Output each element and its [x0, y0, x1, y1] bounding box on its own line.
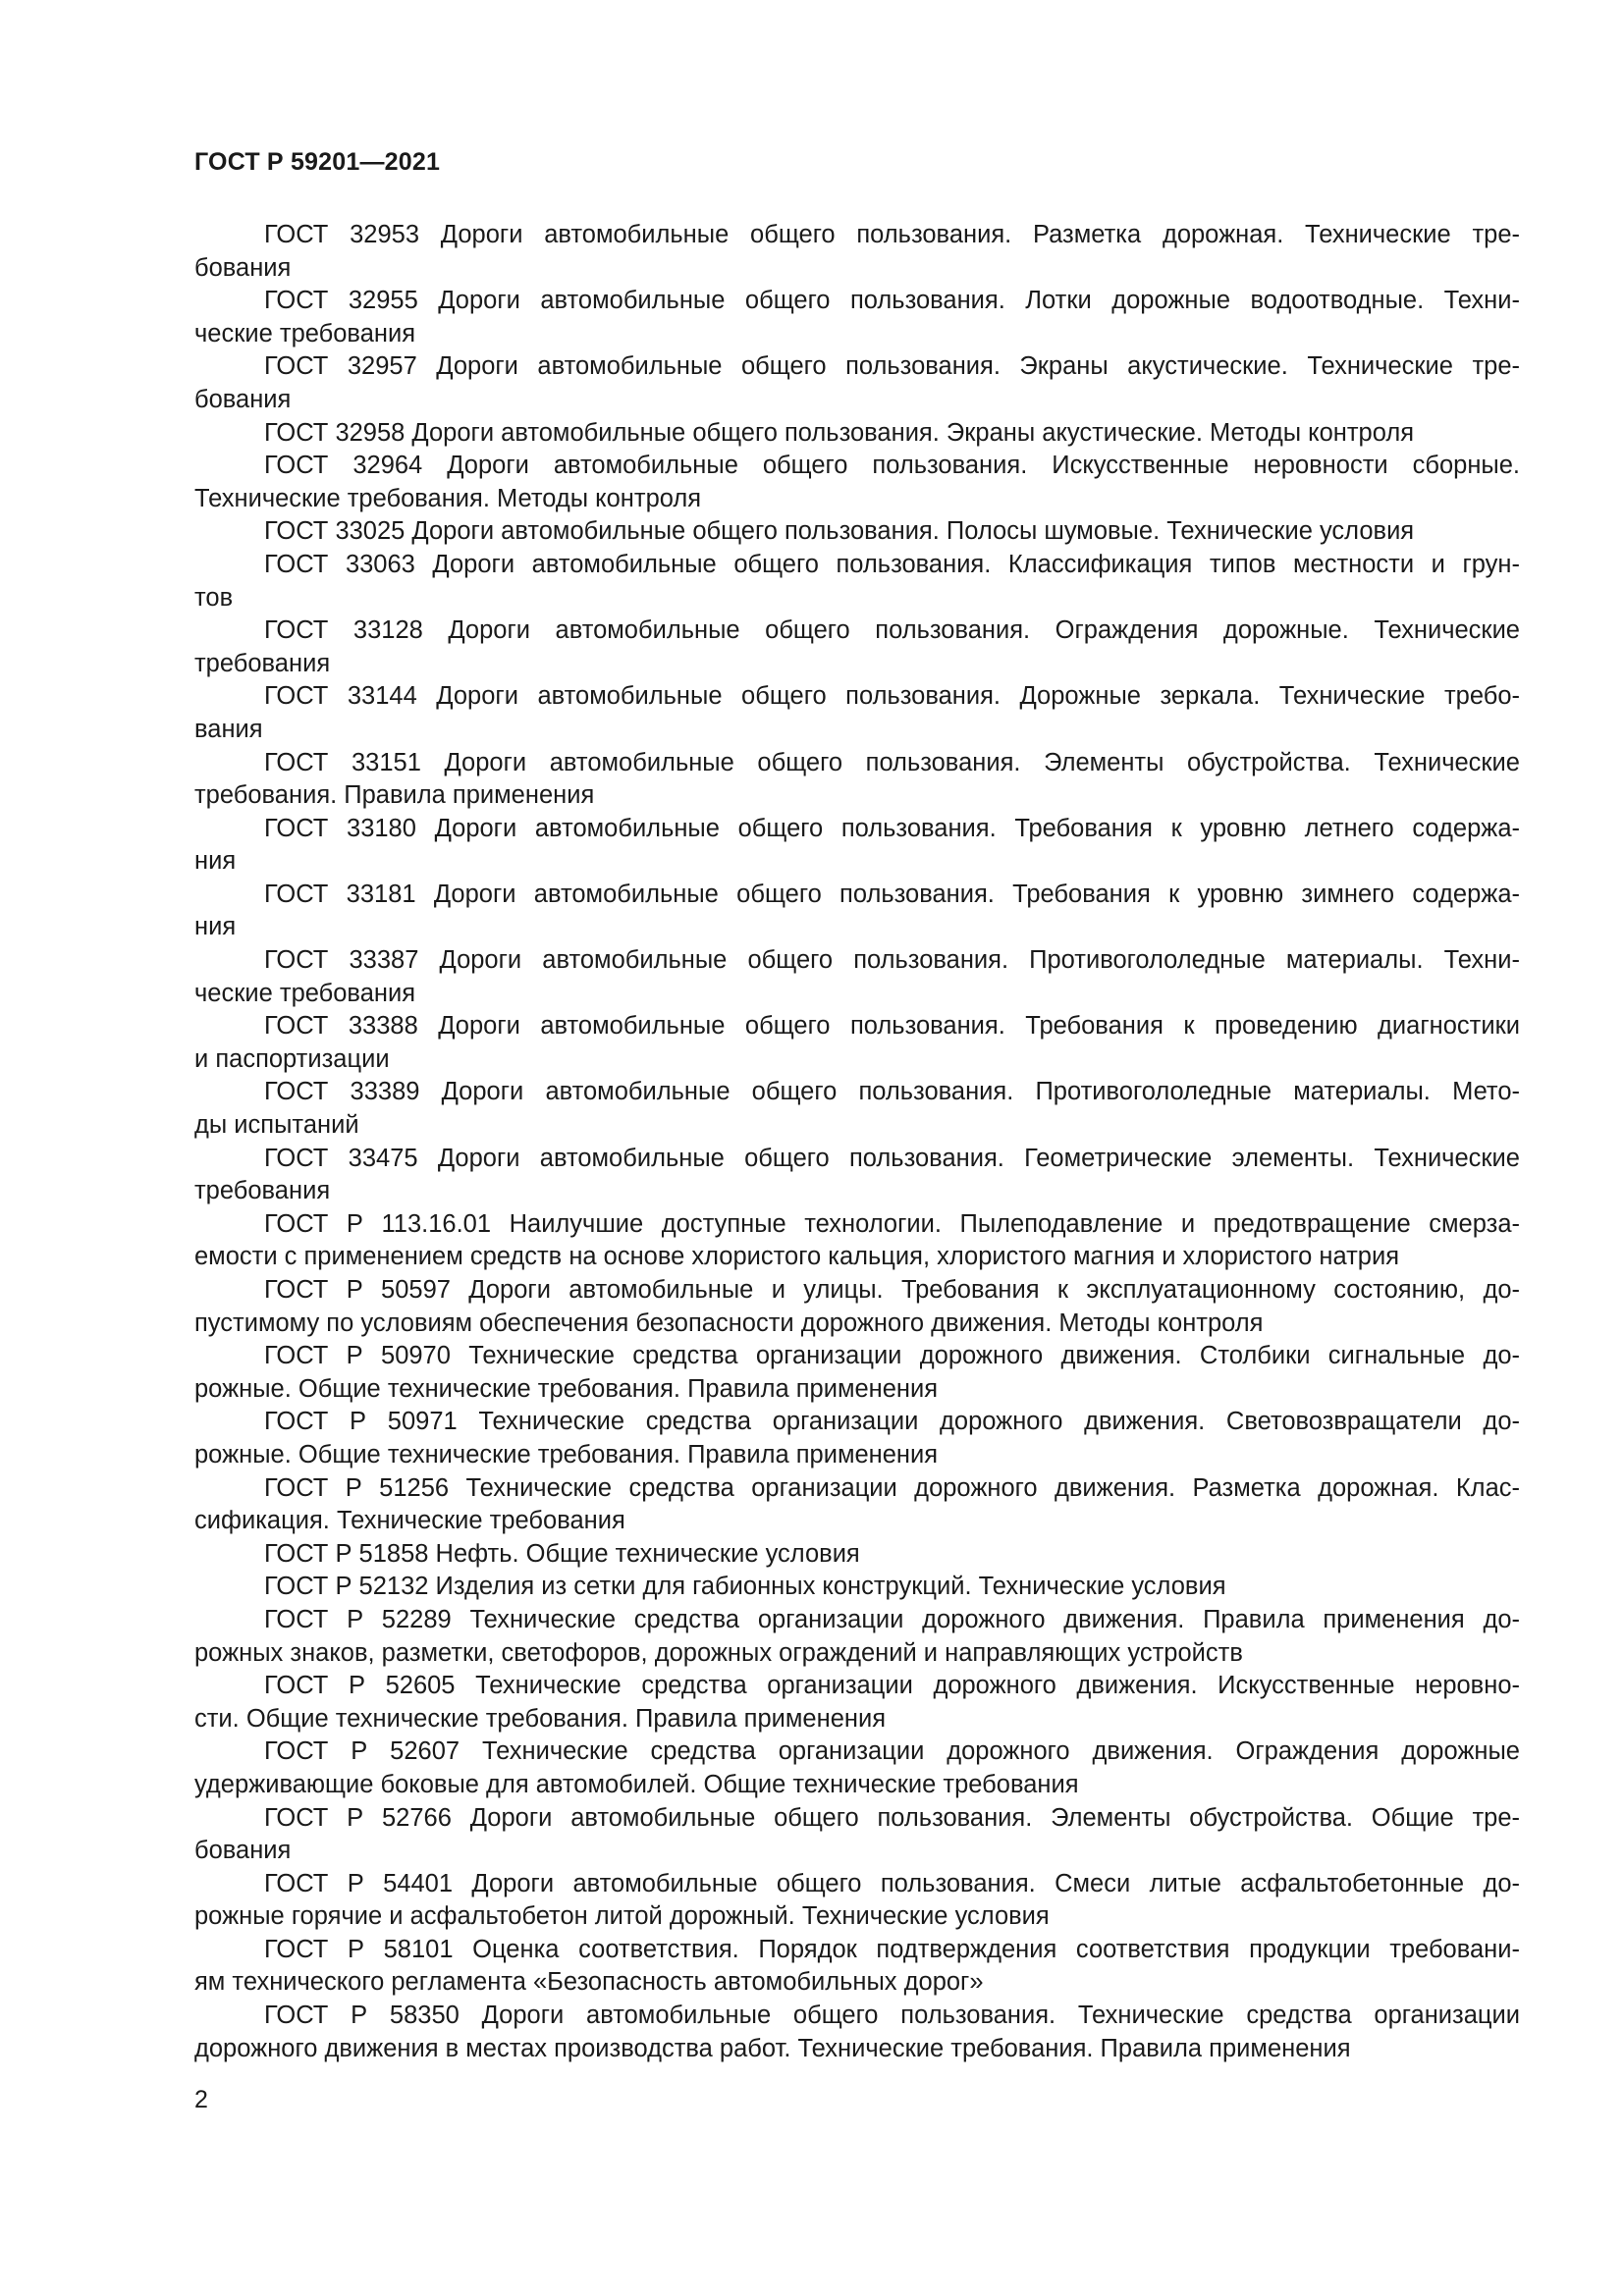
reference-line: ГОСТ 33151 Дороги автомобильные общего пользования. Элементы обустройства. Технические — [264, 748, 1520, 776]
reference-entry — [194, 285, 1520, 350]
reference-entry — [194, 944, 1520, 1010]
reference-line: ды испытаний — [194, 1111, 359, 1140]
reference-line: сификация. Технические требования — [194, 1507, 625, 1535]
reference-line: ГОСТ 33144 Дороги автомобильные общего пользования. Дорожные зеркала. Технические требо- — [264, 682, 1520, 711]
reference-entry — [194, 1406, 1520, 1471]
reference-line: ГОСТ Р 51858 Нефть. Общие технические условия — [264, 1539, 860, 1568]
reference-line: ГОСТ 33475 Дороги автомобильные общего пользования. Геометрические элементы. Технические — [264, 1144, 1520, 1172]
reference-line: ГОСТ Р 58350 Дороги автомобильные общего пользования. Технические средства организации — [264, 2002, 1520, 2030]
reference-line: ГОСТ 33389 Дороги автомобильные общего пользования. Противогололедные материалы. Мето- — [264, 1078, 1520, 1106]
reference-entry — [194, 1934, 1520, 2000]
reference-entry — [194, 1802, 1520, 1868]
reference-entry — [194, 1735, 1520, 1801]
reference-entry — [194, 1670, 1520, 1735]
reference-entry — [194, 614, 1520, 680]
reference-line: ческие требования — [194, 319, 416, 347]
reference-line: ГОСТ Р 50971 Технические средства организации дорожного движения. Световозвращатели до- — [264, 1408, 1520, 1436]
reference-line: сти. Общие технические требования. Правила применения — [194, 1704, 887, 1733]
reference-line: ям технического регламента «Безопасность автомобильных дорог» — [194, 1968, 984, 1997]
reference-entry — [194, 1010, 1520, 1076]
reference-line: Технические требования. Методы контроля — [194, 484, 702, 512]
reference-line: ГОСТ 33128 Дороги автомобильные общего пользования. Ограждения дорожные. Технические — [264, 616, 1520, 645]
reference-line: ГОСТ Р 52607 Технические средства организации дорожного движения. Ограждения дорожные — [264, 1737, 1520, 1766]
reference-line: ГОСТ Р 52605 Технические средства организации дорожного движения. Искусственные неровно- — [264, 1672, 1520, 1700]
reference-line: тов — [194, 583, 234, 612]
reference-line: рожные. Общие технические требования. Правила применения — [194, 1374, 939, 1403]
reference-entry — [194, 350, 1520, 416]
reference-entry — [194, 680, 1520, 746]
reference-line: ГОСТ Р 50970 Технические средства организации дорожного движения. Столбики сигнальные до- — [264, 1342, 1520, 1370]
document-header: ГОСТ Р 59201—2021 — [194, 148, 441, 176]
reference-line: ГОСТ 32958 Дороги автомобильные общего пользования. Экраны акустические. Методы контроля — [264, 418, 1415, 447]
reference-entry — [194, 1208, 1520, 1274]
reference-line: ГОСТ 33181 Дороги автомобильные общего пользования. Требования к уровню зимнего содержа- — [264, 880, 1520, 908]
reference-line: ния — [194, 913, 237, 941]
reference-line: ГОСТ 32953 Дороги автомобильные общего пользования. Разметка дорожная. Технические тре- — [264, 221, 1520, 248]
reference-line: бования — [194, 253, 292, 282]
reference-entry — [194, 1472, 1520, 1538]
reference-line: вания — [194, 715, 263, 743]
reference-entry — [194, 1538, 1520, 1572]
reference-line: требования. Правила применения — [194, 781, 595, 810]
reference-entry — [194, 747, 1520, 813]
reference-entry — [194, 1571, 1520, 1604]
reference-line: ГОСТ Р 50597 Дороги автомобильные и улицы. Требования к эксплуатационному состоянию, до- — [264, 1276, 1520, 1304]
normative-references-list — [194, 219, 1520, 2065]
reference-entry — [194, 1340, 1520, 1406]
reference-line: пустимому по условиям обеспечения безопасности дорожного движения. Методы контроля — [194, 1308, 1264, 1337]
reference-line: требования — [194, 1177, 331, 1205]
reference-entry — [194, 1604, 1520, 1670]
reference-line: ГОСТ Р 113.16.01 Наилучшие доступные технологии. Пылеподавление и предотвращение смерза- — [264, 1209, 1520, 1238]
reference-line: ния — [194, 847, 237, 876]
reference-line: ГОСТ Р 51256 Технические средства организации дорожного движения. Разметка дорожная. Клас- — [264, 1473, 1520, 1502]
reference-entry — [194, 1274, 1520, 1340]
reference-line: рожных знаков, разметки, светофоров, дорожных ограждений и направляющих устройств — [194, 1638, 1243, 1667]
reference-line: ческие требования — [194, 979, 416, 1007]
reference-line: ГОСТ Р 52289 Технические средства организации дорожного движения. Правила применения до- — [264, 1605, 1520, 1633]
reference-line: ГОСТ Р 52132 Изделия из сетки для габионных конструкций. Технические условия — [264, 1573, 1226, 1601]
reference-line: рожные горячие и асфальтобетон литой дорожный. Технические условия — [194, 1902, 1050, 1931]
reference-entry — [194, 417, 1520, 451]
reference-entry — [194, 879, 1520, 944]
reference-line: ГОСТ 32964 Дороги автомобильные общего пользования. Искусственные неровности сборные. — [264, 452, 1520, 480]
reference-entry — [194, 1143, 1520, 1208]
reference-line: бования — [194, 385, 292, 413]
reference-line: ГОСТ 33180 Дороги автомобильные общего пользования. Требования к уровню летнего содержа- — [264, 814, 1520, 842]
reference-line: ГОСТ Р 58101 Оценка соответствия. Порядок подтверждения соответствия продукции требовани- — [264, 1935, 1520, 1963]
reference-line: бования — [194, 1837, 292, 1865]
reference-entry — [194, 813, 1520, 879]
reference-entry — [194, 450, 1520, 515]
reference-entry — [194, 2000, 1520, 2065]
reference-line: ГОСТ Р 54401 Дороги автомобильные общего пользования. Смеси литые асфальтобетонные до- — [264, 1869, 1520, 1897]
reference-line: ГОСТ 32957 Дороги автомобильные общего пользования. Экраны акустические. Технические тре- — [264, 352, 1520, 381]
reference-entry — [194, 219, 1520, 285]
reference-line: и паспортизации — [194, 1044, 390, 1073]
page-number: 2 — [194, 2086, 208, 2113]
reference-entry — [194, 549, 1520, 614]
reference-line: требования — [194, 649, 331, 677]
reference-line: дорожного движения в местах производства работ. Технические требования. Правила применения — [194, 2034, 1351, 2062]
reference-line: ГОСТ 33387 Дороги автомобильные общего пользования. Противогололедные материалы. Техни- — [264, 946, 1520, 975]
reference-line: ГОСТ 33025 Дороги автомобильные общего пользования. Полосы шумовые. Технические условия — [264, 517, 1415, 546]
reference-entry — [194, 1868, 1520, 1934]
reference-line: ГОСТ 33063 Дороги автомобильные общего пользования. Классификация типов местности и грун- — [264, 550, 1520, 578]
reference-line: ГОСТ Р 52766 Дороги автомобильные общего пользования. Элементы обустройства. Общие тре- — [264, 1803, 1520, 1832]
reference-entry — [194, 515, 1520, 549]
reference-line: ГОСТ 32955 Дороги автомобильные общего пользования. Лотки дорожные водоотводные. Техни- — [264, 287, 1520, 315]
reference-line: рожные. Общие технические требования. Правила применения — [194, 1440, 939, 1468]
reference-line: емости с применением средств на основе хлористого кальция, хлористого магния и хлористого натрия — [194, 1243, 1400, 1271]
reference-line: ГОСТ 33388 Дороги автомобильные общего пользования. Требования к проведению диагностики — [264, 1012, 1520, 1041]
reference-line: удерживающие боковые для автомобилей. Общие технические требования — [194, 1770, 1079, 1798]
reference-entry — [194, 1076, 1520, 1142]
